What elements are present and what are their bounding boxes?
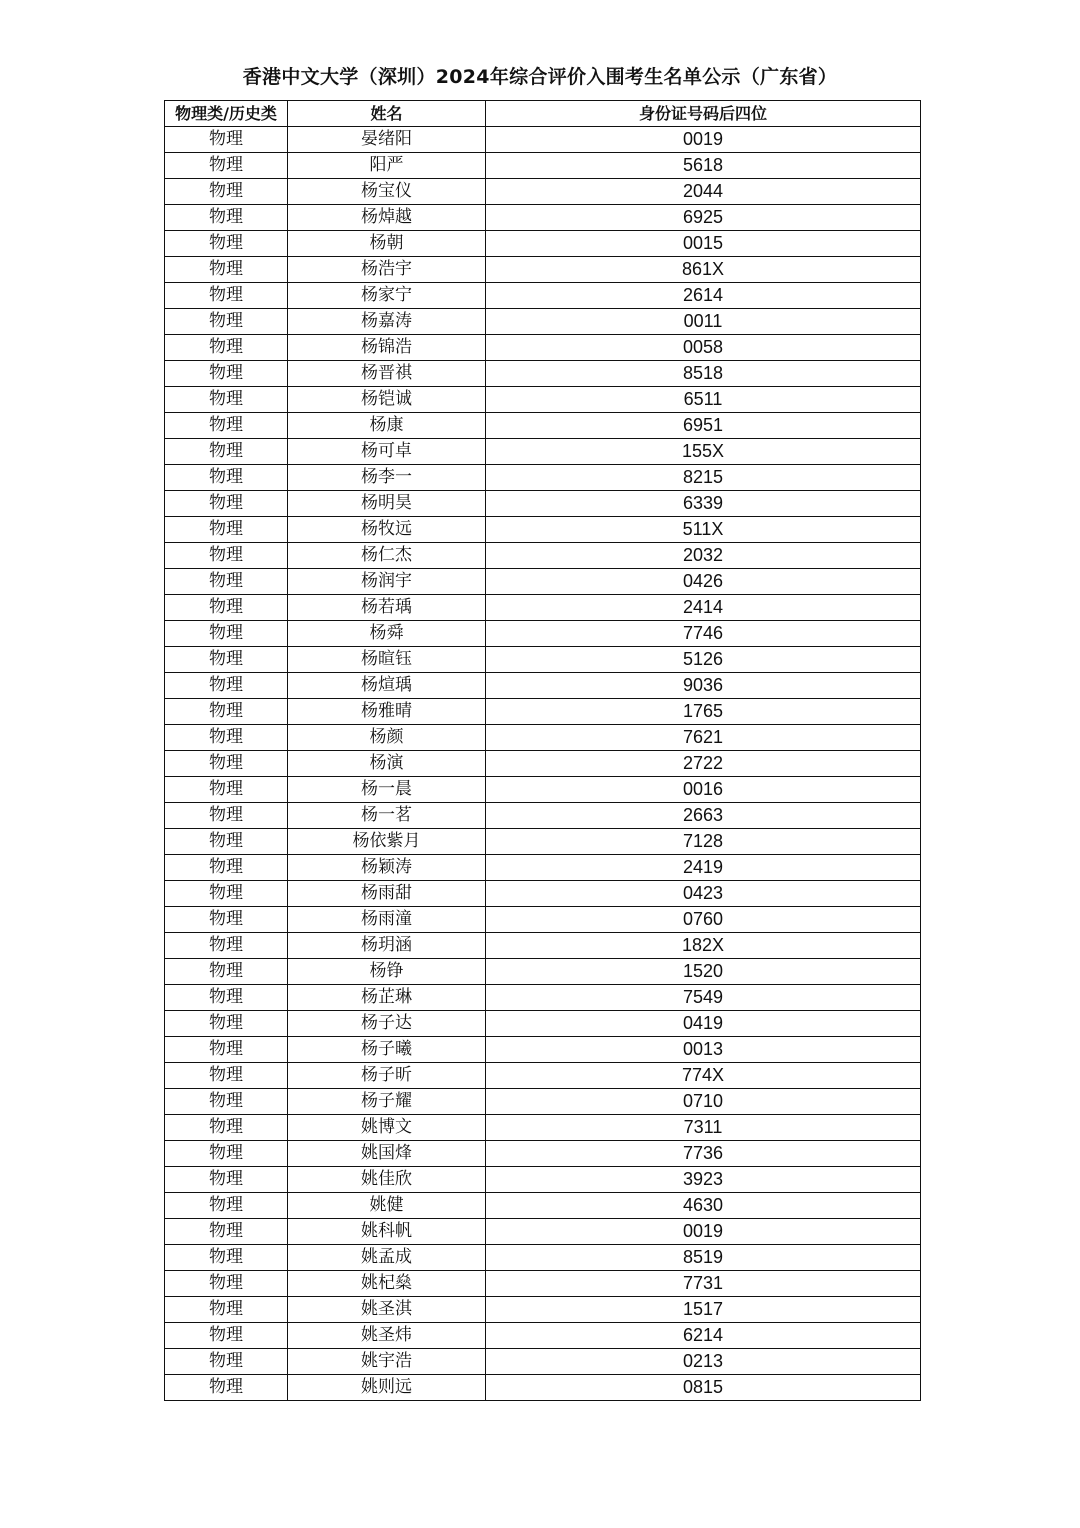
table-row [165, 621, 921, 647]
table-row [165, 907, 921, 933]
table-row [165, 1349, 921, 1375]
table-row [165, 1323, 921, 1349]
cell-name: 杨依紫月 [288, 829, 486, 855]
cell-category: 物理 [165, 1063, 288, 1089]
cell-name: 杨嘉涛 [288, 309, 486, 335]
cell-name: 姚杞燊 [288, 1271, 486, 1297]
cell-name: 姚圣炜 [288, 1323, 486, 1349]
cell-id-last-four: 2032 [486, 543, 921, 569]
table-row [165, 1245, 921, 1271]
cell-id-last-four: 0015 [486, 231, 921, 257]
cell-id-last-four: 6925 [486, 205, 921, 231]
cell-name: 杨朝 [288, 231, 486, 257]
cell-name: 杨暄钰 [288, 647, 486, 673]
cell-name: 杨可卓 [288, 439, 486, 465]
cell-id-last-four: 0016 [486, 777, 921, 803]
cell-id-last-four: 9036 [486, 673, 921, 699]
cell-category: 物理 [165, 179, 288, 205]
cell-name: 杨锦浩 [288, 335, 486, 361]
cell-id-last-four: 2614 [486, 283, 921, 309]
cell-name: 杨仁杰 [288, 543, 486, 569]
cell-id-last-four: 0213 [486, 1349, 921, 1375]
table-row [165, 465, 921, 491]
table-row [165, 647, 921, 673]
cell-name: 杨焯越 [288, 205, 486, 231]
table-row [165, 1167, 921, 1193]
cell-id-last-four: 8518 [486, 361, 921, 387]
table-row [165, 439, 921, 465]
table-row [165, 1375, 921, 1401]
table-row [165, 933, 921, 959]
cell-name: 杨子耀 [288, 1089, 486, 1115]
cell-id-last-four: 155X [486, 439, 921, 465]
cell-category: 物理 [165, 1297, 288, 1323]
cell-name: 杨宝仪 [288, 179, 486, 205]
cell-category: 物理 [165, 569, 288, 595]
cell-name: 杨明昊 [288, 491, 486, 517]
cell-category: 物理 [165, 335, 288, 361]
cell-category: 物理 [165, 1115, 288, 1141]
table-row [165, 543, 921, 569]
table-header-row [165, 101, 921, 127]
cell-id-last-four: 861X [486, 257, 921, 283]
cell-name: 杨若瑀 [288, 595, 486, 621]
cell-name: 杨一茗 [288, 803, 486, 829]
cell-id-last-four: 2044 [486, 179, 921, 205]
cell-id-last-four: 0423 [486, 881, 921, 907]
cell-category: 物理 [165, 1271, 288, 1297]
cell-id-last-four: 7311 [486, 1115, 921, 1141]
table-row [165, 309, 921, 335]
cell-name: 姚则远 [288, 1375, 486, 1401]
cell-category: 物理 [165, 1219, 288, 1245]
cell-category: 物理 [165, 595, 288, 621]
cell-id-last-four: 2419 [486, 855, 921, 881]
cell-category: 物理 [165, 231, 288, 257]
cell-category: 物理 [165, 933, 288, 959]
cell-category: 物理 [165, 491, 288, 517]
cell-category: 物理 [165, 1349, 288, 1375]
table-row [165, 1063, 921, 1089]
cell-id-last-four: 0058 [486, 335, 921, 361]
cell-name: 杨子昕 [288, 1063, 486, 1089]
table-row [165, 751, 921, 777]
table-body [165, 127, 921, 1401]
table-row [165, 413, 921, 439]
cell-id-last-four: 3923 [486, 1167, 921, 1193]
cell-id-last-four: 7621 [486, 725, 921, 751]
table-row [165, 491, 921, 517]
cell-name: 杨子达 [288, 1011, 486, 1037]
cell-id-last-four: 2722 [486, 751, 921, 777]
cell-id-last-four: 6511 [486, 387, 921, 413]
cell-category: 物理 [165, 309, 288, 335]
cell-name: 杨煊瑀 [288, 673, 486, 699]
cell-category: 物理 [165, 803, 288, 829]
cell-name: 姚孟成 [288, 1245, 486, 1271]
cell-category: 物理 [165, 1245, 288, 1271]
cell-category: 物理 [165, 855, 288, 881]
cell-id-last-four: 6339 [486, 491, 921, 517]
table-row [165, 1271, 921, 1297]
cell-id-last-four: 0019 [486, 127, 921, 153]
cell-category: 物理 [165, 543, 288, 569]
cell-category: 物理 [165, 1089, 288, 1115]
table-row [165, 361, 921, 387]
cell-id-last-four: 7746 [486, 621, 921, 647]
table-row [165, 1219, 921, 1245]
cell-name: 姚国烽 [288, 1141, 486, 1167]
cell-category: 物理 [165, 387, 288, 413]
table-row [165, 1115, 921, 1141]
cell-name: 阳严 [288, 153, 486, 179]
cell-name: 杨李一 [288, 465, 486, 491]
table-row [165, 153, 921, 179]
cell-id-last-four: 1765 [486, 699, 921, 725]
table-row [165, 179, 921, 205]
cell-name: 杨晋祺 [288, 361, 486, 387]
cell-name: 杨雨潼 [288, 907, 486, 933]
table-row [165, 387, 921, 413]
cell-id-last-four: 8215 [486, 465, 921, 491]
cell-id-last-four: 0419 [486, 1011, 921, 1037]
table-row [165, 595, 921, 621]
cell-category: 物理 [165, 699, 288, 725]
cell-category: 物理 [165, 725, 288, 751]
cell-category: 物理 [165, 361, 288, 387]
cell-id-last-four: 774X [486, 1063, 921, 1089]
table-row [165, 1193, 921, 1219]
table-row [165, 569, 921, 595]
cell-category: 物理 [165, 647, 288, 673]
cell-name: 姚科帆 [288, 1219, 486, 1245]
cell-category: 物理 [165, 439, 288, 465]
cell-id-last-four: 2414 [486, 595, 921, 621]
cell-name: 姚健 [288, 1193, 486, 1219]
cell-name: 杨家宁 [288, 283, 486, 309]
cell-name: 杨铠诚 [288, 387, 486, 413]
cell-id-last-four: 1517 [486, 1297, 921, 1323]
table-row [165, 257, 921, 283]
cell-category: 物理 [165, 1011, 288, 1037]
table-row [165, 699, 921, 725]
cell-id-last-four: 5126 [486, 647, 921, 673]
cell-category: 物理 [165, 1167, 288, 1193]
cell-name: 杨雅晴 [288, 699, 486, 725]
table-row [165, 127, 921, 153]
candidate-table [164, 100, 921, 1401]
table-row [165, 1141, 921, 1167]
column-header-id-last-four: 身份证号码后四位 [486, 101, 921, 127]
cell-name: 姚博文 [288, 1115, 486, 1141]
table-row [165, 205, 921, 231]
cell-id-last-four: 511X [486, 517, 921, 543]
cell-category: 物理 [165, 517, 288, 543]
cell-name: 杨一晨 [288, 777, 486, 803]
cell-category: 物理 [165, 1323, 288, 1349]
column-header-name: 姓名 [288, 101, 486, 127]
cell-name: 杨牧远 [288, 517, 486, 543]
table-row [165, 335, 921, 361]
cell-id-last-four: 0011 [486, 309, 921, 335]
cell-category: 物理 [165, 283, 288, 309]
table-row [165, 777, 921, 803]
cell-category: 物理 [165, 907, 288, 933]
table-row [165, 803, 921, 829]
cell-category: 物理 [165, 751, 288, 777]
cell-name: 杨子曦 [288, 1037, 486, 1063]
table-row [165, 283, 921, 309]
cell-name: 姚圣淇 [288, 1297, 486, 1323]
cell-id-last-four: 7731 [486, 1271, 921, 1297]
cell-category: 物理 [165, 153, 288, 179]
cell-category: 物理 [165, 413, 288, 439]
table-row [165, 829, 921, 855]
cell-id-last-four: 0019 [486, 1219, 921, 1245]
table-row [165, 959, 921, 985]
table-row [165, 517, 921, 543]
cell-category: 物理 [165, 673, 288, 699]
cell-category: 物理 [165, 127, 288, 153]
cell-id-last-four: 4630 [486, 1193, 921, 1219]
table-row [165, 1011, 921, 1037]
cell-name: 杨雨甜 [288, 881, 486, 907]
cell-id-last-four: 182X [486, 933, 921, 959]
table-row [165, 1037, 921, 1063]
cell-category: 物理 [165, 465, 288, 491]
cell-id-last-four: 7549 [486, 985, 921, 1011]
table-row [165, 1089, 921, 1115]
cell-category: 物理 [165, 205, 288, 231]
table-row [165, 673, 921, 699]
cell-id-last-four: 2663 [486, 803, 921, 829]
table-row [165, 725, 921, 751]
cell-category: 物理 [165, 1141, 288, 1167]
cell-category: 物理 [165, 257, 288, 283]
cell-category: 物理 [165, 881, 288, 907]
cell-id-last-four: 8519 [486, 1245, 921, 1271]
column-header-category: 物理类/历史类 [165, 101, 288, 127]
table-row [165, 231, 921, 257]
cell-id-last-four: 0760 [486, 907, 921, 933]
cell-category: 物理 [165, 1375, 288, 1401]
cell-category: 物理 [165, 985, 288, 1011]
page-title: 香港中文大学（深圳）2024年综合评价入围考生名单公示（广东省） [242, 66, 838, 88]
cell-id-last-four: 0013 [486, 1037, 921, 1063]
cell-name: 姚佳欣 [288, 1167, 486, 1193]
cell-id-last-four: 0710 [486, 1089, 921, 1115]
cell-id-last-four: 1520 [486, 959, 921, 985]
cell-name: 杨玥涵 [288, 933, 486, 959]
cell-category: 物理 [165, 1037, 288, 1063]
cell-name: 杨润宇 [288, 569, 486, 595]
cell-name: 姚宇浩 [288, 1349, 486, 1375]
cell-category: 物理 [165, 621, 288, 647]
cell-category: 物理 [165, 1193, 288, 1219]
cell-category: 物理 [165, 829, 288, 855]
cell-id-last-four: 7128 [486, 829, 921, 855]
table-row [165, 1297, 921, 1323]
cell-name: 晏绪阳 [288, 127, 486, 153]
table-row [165, 985, 921, 1011]
cell-name: 杨颜 [288, 725, 486, 751]
cell-id-last-four: 6951 [486, 413, 921, 439]
cell-id-last-four: 0815 [486, 1375, 921, 1401]
cell-name: 杨芷琳 [288, 985, 486, 1011]
table-row [165, 881, 921, 907]
cell-name: 杨颖涛 [288, 855, 486, 881]
cell-name: 杨浩宇 [288, 257, 486, 283]
cell-category: 物理 [165, 777, 288, 803]
cell-name: 杨康 [288, 413, 486, 439]
cell-name: 杨演 [288, 751, 486, 777]
cell-id-last-four: 7736 [486, 1141, 921, 1167]
cell-id-last-four: 0426 [486, 569, 921, 595]
table-row [165, 855, 921, 881]
cell-id-last-four: 5618 [486, 153, 921, 179]
cell-name: 杨舜 [288, 621, 486, 647]
cell-id-last-four: 6214 [486, 1323, 921, 1349]
cell-category: 物理 [165, 959, 288, 985]
cell-name: 杨铮 [288, 959, 486, 985]
